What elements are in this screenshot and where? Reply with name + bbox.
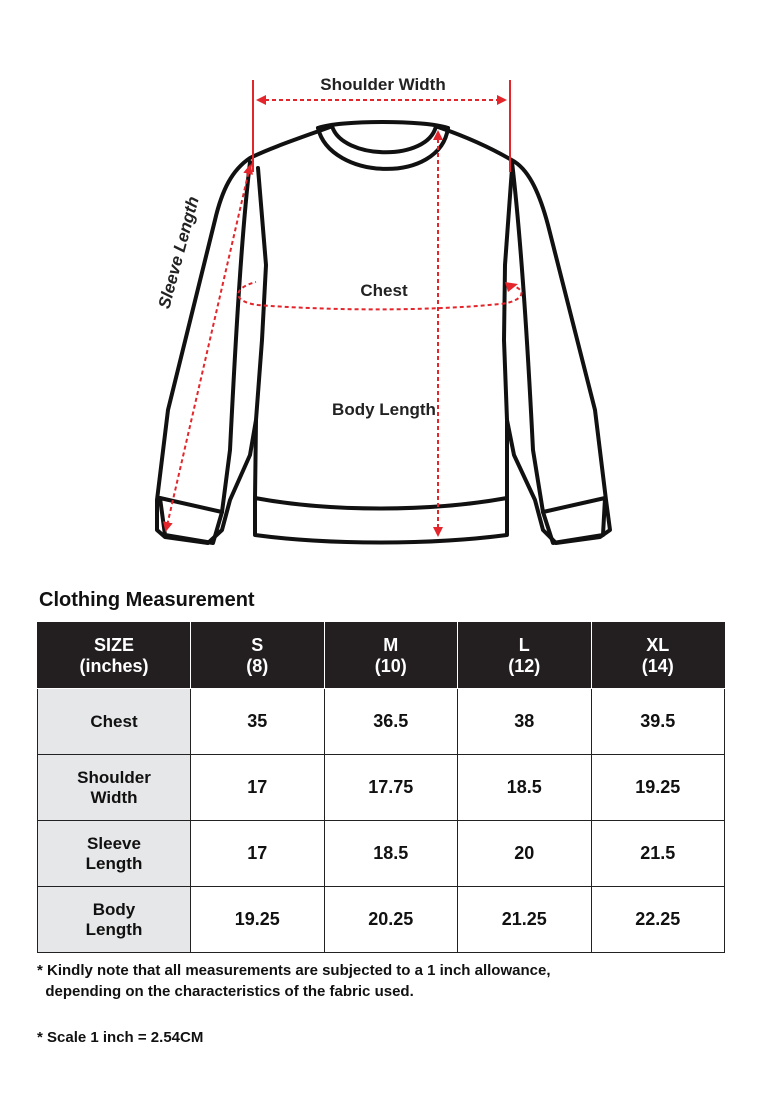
right-cuff [543, 498, 605, 543]
size-number: (14) [641, 655, 674, 676]
table-cell: 17 [191, 821, 325, 887]
table-cell: 21.25 [458, 887, 592, 953]
shoulder-width-label: Shoulder Width [320, 75, 446, 94]
header-size-l [458, 623, 592, 689]
header-unit-text: (inches) [79, 655, 149, 676]
table-cell: 19.25 [591, 755, 725, 821]
table-cell: 20.25 [324, 887, 458, 953]
size-name: XL [646, 634, 670, 655]
section-title: Clothing Measurement [39, 589, 255, 611]
row-label-chest [38, 689, 191, 755]
header-size-xl [591, 623, 725, 689]
size-name: L [518, 634, 530, 655]
allowance-note [37, 960, 737, 1002]
row-label-text: Width [90, 787, 138, 807]
header-size-label [38, 623, 191, 689]
header-size-s [191, 623, 325, 689]
size-number: (10) [374, 655, 407, 676]
table-row-sleeve-length [38, 821, 725, 887]
chest-label: Chest [360, 281, 408, 300]
size-number: (12) [508, 655, 541, 676]
sweater-outline [154, 122, 610, 543]
table-cell: 19.25 [191, 887, 325, 953]
size-chart-table [37, 622, 725, 953]
table-cell: 35 [191, 689, 325, 755]
left-sleeve-shape [154, 127, 330, 543]
collar-inner [332, 126, 436, 152]
row-label-shoulder-width [38, 755, 191, 821]
scale-note: * Scale 1 inch = 2.54CM [37, 1029, 204, 1046]
right-sleeve-shape [438, 127, 610, 543]
table-cell: 39.5 [591, 689, 725, 755]
row-label-text: Body [92, 899, 136, 919]
row-label-sleeve-length [38, 821, 191, 887]
table-cell: 17.75 [324, 755, 458, 821]
row-label-text: Length [85, 853, 143, 873]
row-label-text: Length [85, 919, 143, 939]
table-cell: 17 [191, 755, 325, 821]
row-label-body-length [38, 887, 191, 953]
allowance-note-line-1: * Kindly note that all measurements are subjected to a 1 inch allowance, [37, 962, 551, 979]
table-cell: 18.5 [324, 821, 458, 887]
sleeve-length-label: Sleeve Length [154, 194, 203, 311]
table-cell: 22.25 [591, 887, 725, 953]
table-row-chest [38, 689, 725, 755]
table-header-row [38, 623, 725, 689]
hem-band [255, 498, 507, 543]
allowance-note-line-2: depending on the characteristics of the fabric used. [37, 983, 414, 1000]
table-row-body-length [38, 887, 725, 953]
table-cell: 20 [458, 821, 592, 887]
size-number: (8) [246, 655, 269, 676]
header-size-m [324, 623, 458, 689]
table-cell: 21.5 [591, 821, 725, 887]
body-length-label: Body Length [332, 400, 436, 419]
table-row-shoulder-width [38, 755, 725, 821]
row-label-text: Shoulder [77, 767, 151, 787]
row-label-text: Sleeve [87, 833, 141, 853]
size-name: S [251, 634, 264, 655]
table-cell: 18.5 [458, 755, 592, 821]
table-cell: 38 [458, 689, 592, 755]
size-name: M [383, 634, 399, 655]
table-cell: 36.5 [324, 689, 458, 755]
measurement-guides [166, 80, 521, 535]
row-label-text: Chest [90, 711, 138, 731]
header-size-text: SIZE [93, 634, 134, 655]
